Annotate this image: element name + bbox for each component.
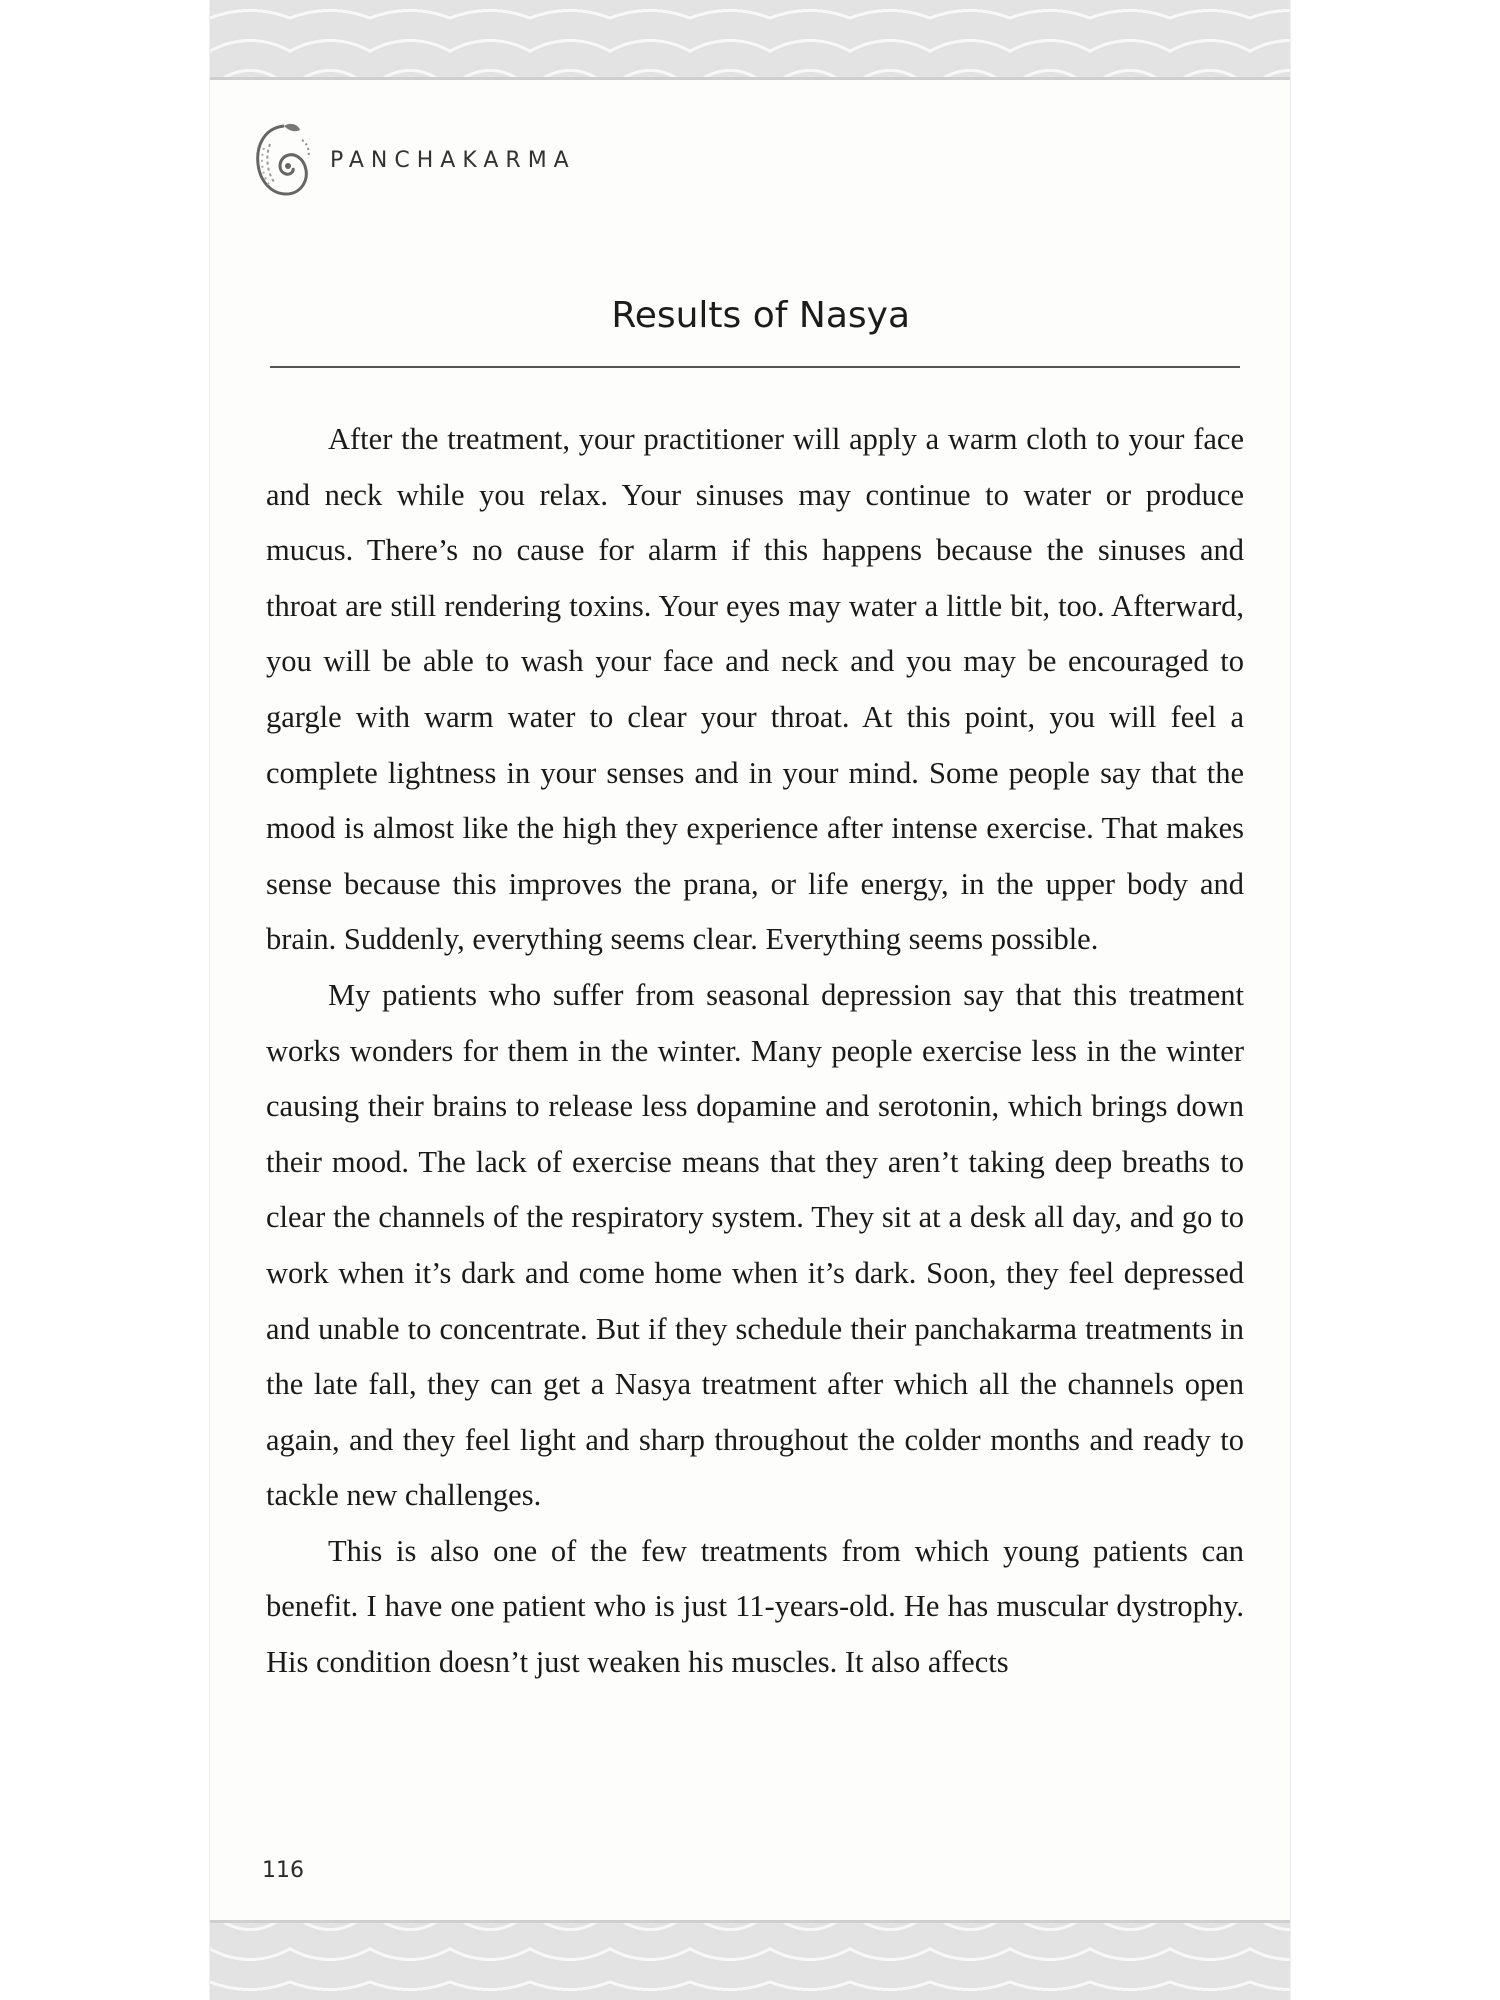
decorative-top-border [210,0,1290,80]
running-head-title: PANCHAKARMA [330,147,576,173]
running-head [250,120,576,200]
decorative-bottom-border [210,1920,1290,2000]
body-text [266,412,1244,1691]
section-title: Results of Nasya [611,295,910,336]
paragraph-1: After the treatment, your practitioner will apply a warm cloth to your face and neck while you relax. Your sinuses may continue to water or produce mucus. There’s no cause for alarm if this happens because the sinuses and throat are still rendering toxins. Your eyes may water a little bit, too. Afterward, you will be able to wash your face and neck and you may be encouraged to gargle with warm water to clear your throat. At this point, you will feel a complete lightness in your senses and in your mind. Some people say that the mood is almost like the high they experience after intense exercise. That makes sense because this improves the prana, or life energy, in the upper body and brain. Suddenly, everything seems clear. Everything seems possible. [266,422,1244,957]
bottom-border-edge [210,1920,1290,1923]
paisley-ornament-icon [250,120,314,200]
paragraph-3: This is also one of the few treatments from which young patients can benefit. I have one patient who is just 11-years-old. He has muscular dystrophy. His condition doesn’t just weaken his muscles. It also affects [266,1533,1244,1680]
page-number: 116 [262,1858,304,1883]
top-border-edge [210,77,1290,80]
paragraph-2: My patients who suffer from seasonal depression say that this treatment works wonders for them in the winter. Many people exercise less in the winter causing their brains to release less dopamine and serotonin, which brings down their mood. The lack of exercise means that they aren’t taking deep breaths to clear the channels of the respiratory system. They sit at a desk all day, and go to work when it’s dark and come home when it’s dark. Soon, they feel depressed and unable to concentrate. But if they schedule their panchakarma treatments in the late fall, they can get a Nasya treatment after which all the channels open again, and they feel light and sharp throughout the colder months and ready to tackle new challenges. [266,977,1244,1513]
book-page [210,0,1290,2000]
title-divider [270,366,1240,368]
